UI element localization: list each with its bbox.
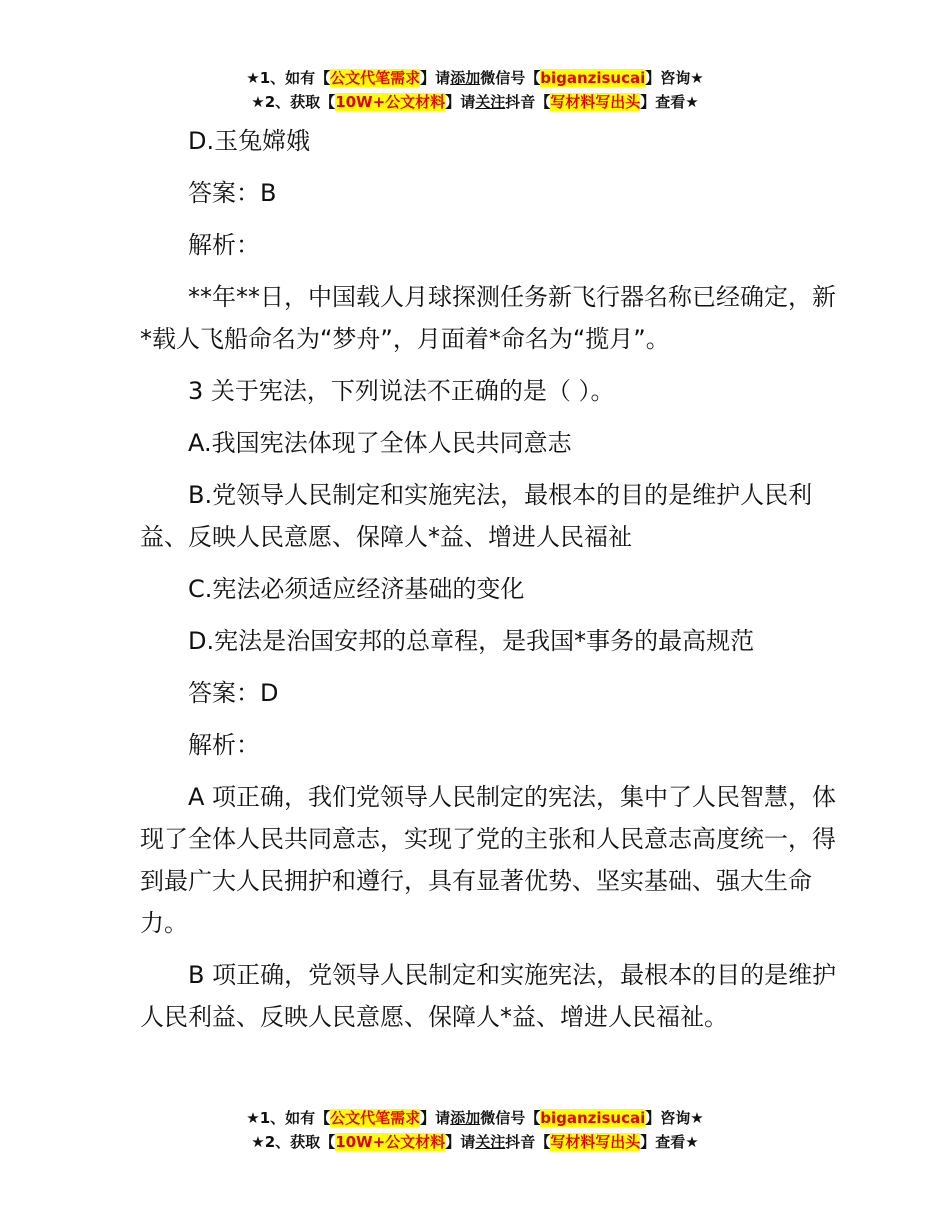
option-d: D.玉兔嫦娥 <box>188 127 311 155</box>
banner-text: 】请 <box>420 1109 451 1127</box>
highlight-text: biganzisucai <box>540 1109 646 1127</box>
banner-text: 】咨询★ <box>645 69 704 87</box>
option-b: B.党领导人民制定和实施宪法，最根本的目的是维护人民利益、反映人民意愿、保障人*益、增进人民福祉 <box>140 481 813 551</box>
question-3: 3 关于宪法，下列说法不正确的是（ ）。 <box>188 377 615 405</box>
underlined-text: 关注 <box>475 93 506 111</box>
analysis-text: **年**日，中国载人月球探测任务新飞行器名称已经确定，新*载人飞船命名为“梦舟”，月面着*命名为“揽月”。 <box>140 283 836 353</box>
header-banner <box>0 66 950 114</box>
highlight-text: biganzisucai <box>540 69 646 87</box>
banner-text: ★1、如有【 <box>246 1109 331 1127</box>
banner-text: ★1、如有【 <box>246 69 331 87</box>
banner-text: 】咨询★ <box>645 1109 704 1127</box>
analysis-item-b: B 项正确，党领导人民制定和实施宪法，最根本的目的是维护人民利益、反映人民意愿、保障人*益、增进人民福祉。 <box>140 961 837 1031</box>
answer: 答案：B <box>188 179 277 207</box>
document-body <box>140 120 840 1048</box>
option-c: C.宪法必须适应经济基础的变化 <box>188 575 525 603</box>
banner-text: ★2、获取【 <box>251 93 336 111</box>
highlight-text: 写材料写出头 <box>550 93 641 111</box>
highlight-text: 公文代笔需求 <box>330 1109 421 1127</box>
banner-text: 微信号【 <box>480 1109 541 1127</box>
answer: 答案：D <box>188 679 279 707</box>
highlight-text: 10W+公文材料 <box>335 1133 446 1151</box>
analysis-label: 解析： <box>188 731 260 759</box>
banner-line-1 <box>0 66 950 90</box>
highlight-text: 10W+公文材料 <box>335 93 446 111</box>
banner-line-1 <box>0 1106 950 1130</box>
banner-text: 】请 <box>445 93 476 111</box>
banner-text: 】查看★ <box>640 1133 699 1151</box>
banner-text: ★2、获取【 <box>251 1133 336 1151</box>
underlined-text: 添加 <box>450 1109 481 1127</box>
underlined-text: 添加 <box>450 69 481 87</box>
highlight-text: 公文代笔需求 <box>330 69 421 87</box>
banner-text: 抖音【 <box>505 93 551 111</box>
analysis-item-a: A 项正确，我们党领导人民制定的宪法，集中了人民智慧，体现了全体人民共同意志，实现了党的主张和人民意志高度统一，得到最广大人民拥护和遵行，具有显著优势、坚实基础、强大生命力。 <box>140 783 837 937</box>
banner-line-2 <box>0 1130 950 1154</box>
footer-banner <box>0 1106 950 1154</box>
banner-text: 】查看★ <box>640 93 699 111</box>
banner-text: 】请 <box>420 69 451 87</box>
option-a: A.我国宪法体现了全体人民共同意志 <box>188 429 572 457</box>
banner-text: 】请 <box>445 1133 476 1151</box>
banner-text: 微信号【 <box>480 69 541 87</box>
analysis-label: 解析： <box>188 231 260 259</box>
option-d: D.宪法是治国安邦的总章程，是我国*事务的最高规范 <box>188 627 755 655</box>
underlined-text: 关注 <box>475 1133 506 1151</box>
banner-line-2 <box>0 90 950 114</box>
highlight-text: 写材料写出头 <box>550 1133 641 1151</box>
banner-text: 抖音【 <box>505 1133 551 1151</box>
